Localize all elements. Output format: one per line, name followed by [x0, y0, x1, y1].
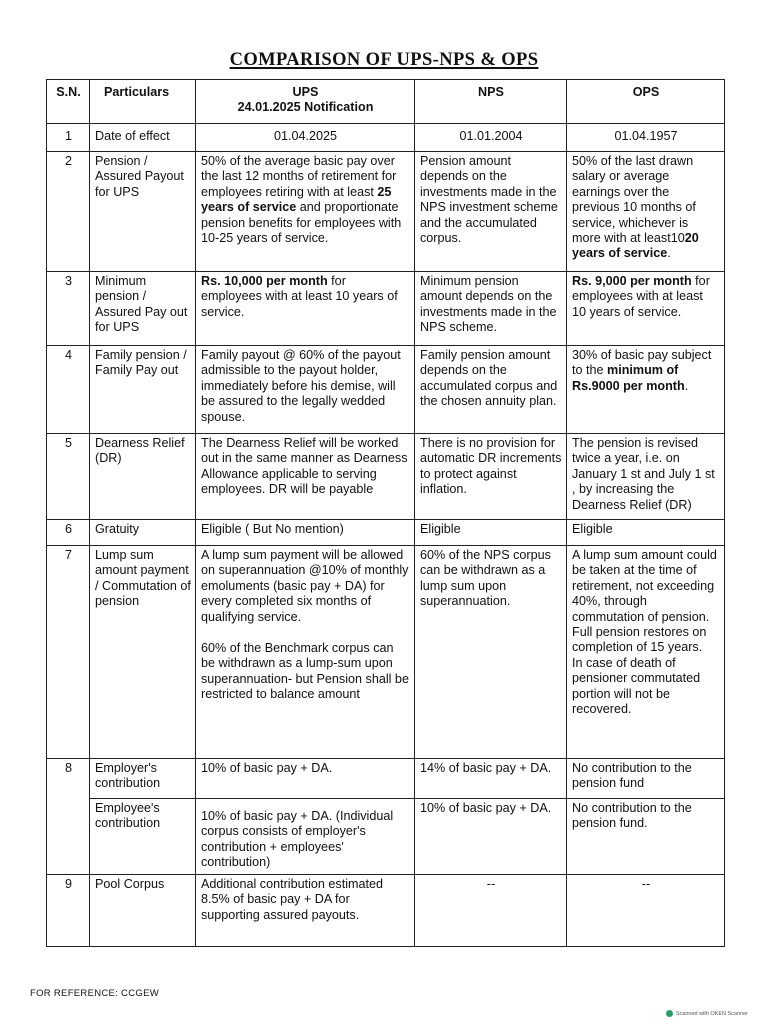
ups-cell: Additional contribution estimated 8.5% of basic pay + DA for supporting assured payouts.: [196, 875, 415, 947]
table-row: [47, 272, 725, 346]
ops-cell: 01.04.1957: [567, 124, 725, 152]
text: .: [667, 246, 671, 261]
table-row: [47, 434, 725, 520]
row-number: 7: [47, 546, 90, 759]
row-number: 5: [47, 434, 90, 520]
header-ups: [196, 80, 415, 124]
ups-cell: 10% of basic pay + DA.: [196, 759, 415, 799]
nps-cell: 14% of basic pay + DA.: [415, 759, 567, 799]
nps-cell: 10% of basic pay + DA.: [415, 799, 567, 875]
header-ups-notification: 24.01.2025 Notification: [237, 100, 374, 115]
comparison-table: [46, 79, 725, 947]
row-particular: Employer's contribution: [90, 759, 196, 799]
emphasis: 25 years of service: [201, 184, 392, 215]
nps-cell: Minimum pension amount depends on the investments made in the NPS scheme.: [415, 272, 567, 346]
row-particular: Employee's contribution: [90, 799, 196, 875]
row-particular: Pension / Assured Payout for UPS: [90, 152, 196, 272]
ups-cell: Eligible ( But No mention): [196, 520, 415, 546]
nps-cell: Pension amount depends on the investments made in the NPS investment scheme and the accumulated corpus.: [415, 152, 567, 272]
table-row: [47, 875, 725, 947]
ups-cell: [196, 546, 415, 759]
ups-cell: [196, 152, 415, 272]
ops-cell: Eligible: [567, 520, 725, 546]
text: 50% of the average basic pay over the last 12 months of retirement for employees retiring with at least: [201, 154, 397, 199]
row-number: 2: [47, 152, 90, 272]
row-particular: Gratuity: [90, 520, 196, 546]
row-particular: Dearness Relief (DR): [90, 434, 196, 520]
ops-commutation-text: A lump sum amount could be taken at the time of retirement, not exceeding 40%, through commutation of pension.: [572, 548, 717, 624]
nps-cell: Eligible: [415, 520, 567, 546]
ops-cell: The pension is revised twice a year, i.e. on January 1 st and July 1 st , by increasing the Dearness Relief (DR): [567, 434, 725, 520]
nps-cell: Family pension amount depends on the accumulated corpus and the chosen annuity plan.: [415, 346, 567, 434]
ops-restore-text: Full pension restores on completion of 15 years.: [572, 625, 707, 655]
row-particular: Family pension / Family Pay out: [90, 346, 196, 434]
ups-cell: 10% of basic pay + DA. (Individual corpus consists of employer's contribution + employees' contribution): [196, 799, 415, 875]
row-number: 3: [47, 272, 90, 346]
table-row: [47, 799, 725, 875]
text: and proportionate pension benefits for employees with 10-25 years of service.: [201, 200, 402, 246]
header-ops: OPS: [567, 80, 725, 124]
table-row: [47, 124, 725, 152]
text: for employees with at least 10 years of service.: [201, 274, 398, 319]
scanner-watermark: [666, 1010, 748, 1017]
ups-cell: The Dearness Relief will be worked out in the same manner as Dearness Allowance applicable to serving employees. DR will be payable: [196, 434, 415, 520]
ops-cell: [567, 346, 725, 434]
ups-benchmark-text: 60% of the Benchmark corpus can be withdrawn as a lump-sum upon superannuation- but Pension shall be restricted to balance amount: [201, 641, 409, 702]
row-number: 4: [47, 346, 90, 434]
row-particular: Lump sum amount payment / Commutation of pension: [90, 546, 196, 759]
emphasis: Rs. 10,000 per month: [201, 274, 328, 288]
row-particular: Pool Corpus: [90, 875, 196, 947]
row-number: 6: [47, 520, 90, 546]
scanner-text: Scanned with OKEN Scanner: [675, 1010, 748, 1017]
table-row: [47, 520, 725, 546]
emphasis: 20 years of service: [572, 231, 699, 261]
emphasis: Rs. 9,000 per month: [572, 274, 692, 288]
nps-cell: --: [415, 875, 567, 947]
ups-cell: 01.04.2025: [196, 124, 415, 152]
row-particular: Minimum pension / Assured Pay out for UPS: [90, 272, 196, 346]
text: 50% of the last drawn salary or average earnings over the previous 10 months of service, whichever is more with at least10: [572, 154, 696, 246]
ups-cell: [196, 272, 415, 346]
ops-cell: [567, 152, 725, 272]
ops-cell: No contribution to the pension fund.: [567, 799, 725, 875]
ops-cell: --: [567, 875, 725, 947]
table-row: [47, 152, 725, 272]
text: 30% of basic pay subject to the: [572, 348, 712, 378]
ops-death-text: In case of death of pensioner commutated portion will not be recovered.: [572, 655, 701, 717]
page-title: COMPARISON OF UPS-NPS & OPS: [229, 50, 539, 70]
scanner-logo-icon: [666, 1010, 673, 1017]
ops-cell: [567, 546, 725, 759]
text: .: [684, 378, 689, 393]
header-nps: NPS: [415, 80, 567, 124]
ups-cell: Family payout @ 60% of the payout admissible to the payout holder, immediately before his demise, will be assured to the legally wedded spouse.: [196, 346, 415, 434]
reference-footer: FOR REFERENCE: CCGEW: [30, 988, 159, 999]
nps-cell: There is no provision for automatic DR increments to protect against inflation.: [415, 434, 567, 520]
table-row: [47, 346, 725, 434]
ops-cell: No contribution to the pension fund: [567, 759, 725, 799]
emphasis: minimum of Rs.9000 per month: [572, 363, 685, 393]
table-row: [47, 759, 725, 799]
ups-lumpsum-text: A lump sum payment will be allowed on superannuation @10% of monthly emoluments (basic pay + DA) for every completed six months of qualifying service.: [201, 548, 409, 624]
spacer: [201, 625, 410, 641]
text: for employees with at least 10 years of service.: [572, 274, 710, 319]
ops-cell: [567, 272, 725, 346]
row-particular: Date of effect: [90, 124, 196, 152]
row-number: 1: [47, 124, 90, 152]
row-number: 9: [47, 875, 90, 947]
table-row: [47, 546, 725, 759]
header-ups-label: UPS: [292, 85, 319, 99]
header-particulars: Particulars: [90, 80, 196, 124]
nps-cell: 60% of the NPS corpus can be withdrawn as a lump sum upon superannuation.: [415, 546, 567, 759]
header-sn: S.N.: [47, 80, 90, 124]
row-number: 8: [47, 759, 90, 875]
nps-cell: 01.01.2004: [415, 124, 567, 152]
header-row: [47, 80, 725, 124]
